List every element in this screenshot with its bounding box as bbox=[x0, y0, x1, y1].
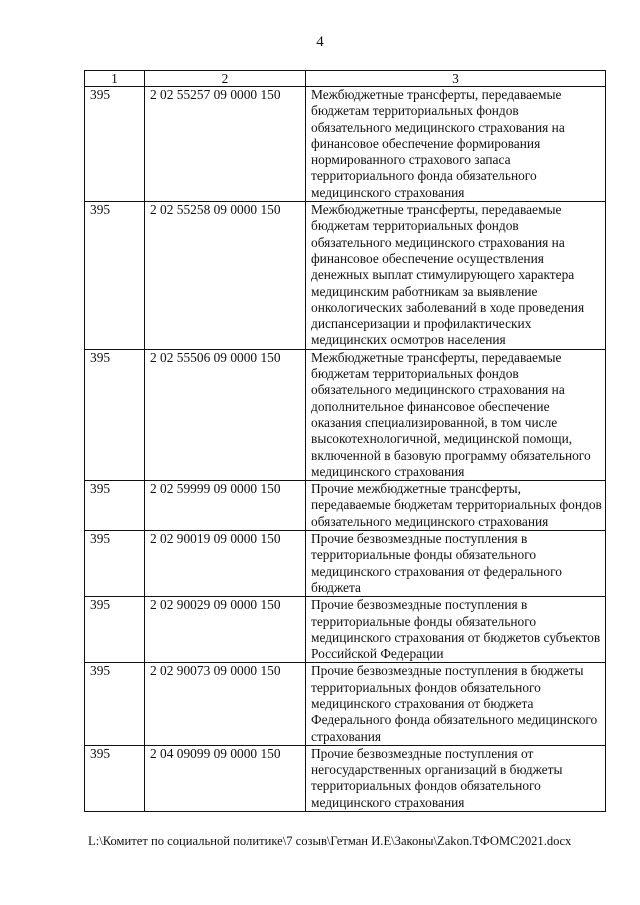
revenue-codes-table bbox=[84, 70, 606, 812]
description-cell: Прочие безвозмездные поступления от негосударственных организаций в бюджеты территориальных фондов обязательного медицинского страхования bbox=[306, 745, 606, 811]
table-row bbox=[85, 349, 606, 480]
description-cell: Прочие безвозмездные поступления в территориальные фонды обязательного медицинского страхования от федерального бюджета bbox=[306, 531, 606, 597]
budget-code-cell: 2 02 90019 09 0000 150 bbox=[145, 531, 306, 597]
budget-code-cell: 2 02 55258 09 0000 150 bbox=[145, 202, 306, 350]
column-header-3: 3 bbox=[306, 71, 606, 87]
column-header-2: 2 bbox=[145, 71, 306, 87]
admin-code-cell: 395 bbox=[85, 349, 145, 480]
budget-code-cell: 2 02 90073 09 0000 150 bbox=[145, 663, 306, 745]
budget-code-cell: 2 02 59999 09 0000 150 bbox=[145, 481, 306, 531]
table-row bbox=[85, 597, 606, 663]
admin-code-cell: 395 bbox=[85, 531, 145, 597]
header-row bbox=[85, 71, 606, 87]
table-header bbox=[85, 71, 606, 87]
description-cell: Межбюджетные трансферты, передаваемые бюджетам территориальных фондов обязательного медицинского страхования на финансовое обеспечение формирования нормированного страхового запаса территориального фонда обязательного медицинского страхования bbox=[306, 87, 606, 202]
budget-code-cell: 2 02 55506 09 0000 150 bbox=[145, 349, 306, 480]
budget-code-cell: 2 04 09099 09 0000 150 bbox=[145, 745, 306, 811]
page-number: 4 bbox=[316, 34, 324, 50]
table-row bbox=[85, 531, 606, 597]
description-cell: Прочие безвозмездные поступления в территориальные фонды обязательного медицинского страхования от бюджетов субъектов Российской Федерации bbox=[306, 597, 606, 663]
table-row bbox=[85, 202, 606, 350]
admin-code-cell: 395 bbox=[85, 202, 145, 350]
description-cell: Прочие безвозмездные поступления в бюджеты территориальных фондов обязательного медицинского страхования от бюджета Федерального фонда обязательного медицинского страхования bbox=[306, 663, 606, 745]
admin-code-cell: 395 bbox=[85, 745, 145, 811]
table-row bbox=[85, 481, 606, 531]
file-path-footer: L:\Комитет по социальной политике\7 созыв\Гетман И.Е\Законы\Zakon.ТФОМС2021.docx bbox=[88, 834, 572, 848]
admin-code-cell: 395 bbox=[85, 87, 145, 202]
budget-code-cell: 2 02 90029 09 0000 150 bbox=[145, 597, 306, 663]
description-cell: Межбюджетные трансферты, передаваемые бюджетам территориальных фондов обязательного медицинского страхования на финансовое обеспечение осуществления денежных выплат стимулирующего характера медицинским работникам за выявление онкологических заболеваний в ходе проведения диспансеризации и профилактических медицинских осмотров населения bbox=[306, 202, 606, 350]
admin-code-cell: 395 bbox=[85, 663, 145, 745]
table-row bbox=[85, 87, 606, 202]
description-cell: Межбюджетные трансферты, передаваемые бюджетам территориальных фондов обязательного медицинского страхования на дополнительное финансовое обеспечение оказания специализированной, в том числе высокотехнологичной, медицинской помощи, включенной в базовую программу обязательного медицинского страхования bbox=[306, 349, 606, 480]
admin-code-cell: 395 bbox=[85, 481, 145, 531]
budget-code-cell: 2 02 55257 09 0000 150 bbox=[145, 87, 306, 202]
table-row bbox=[85, 663, 606, 745]
admin-code-cell: 395 bbox=[85, 597, 145, 663]
column-header-1: 1 bbox=[85, 71, 145, 87]
table-body bbox=[85, 87, 606, 812]
description-cell: Прочие межбюджетные трансферты, передаваемые бюджетам территориальных фондов обязательного медицинского страхования bbox=[306, 481, 606, 531]
table-row bbox=[85, 745, 606, 811]
